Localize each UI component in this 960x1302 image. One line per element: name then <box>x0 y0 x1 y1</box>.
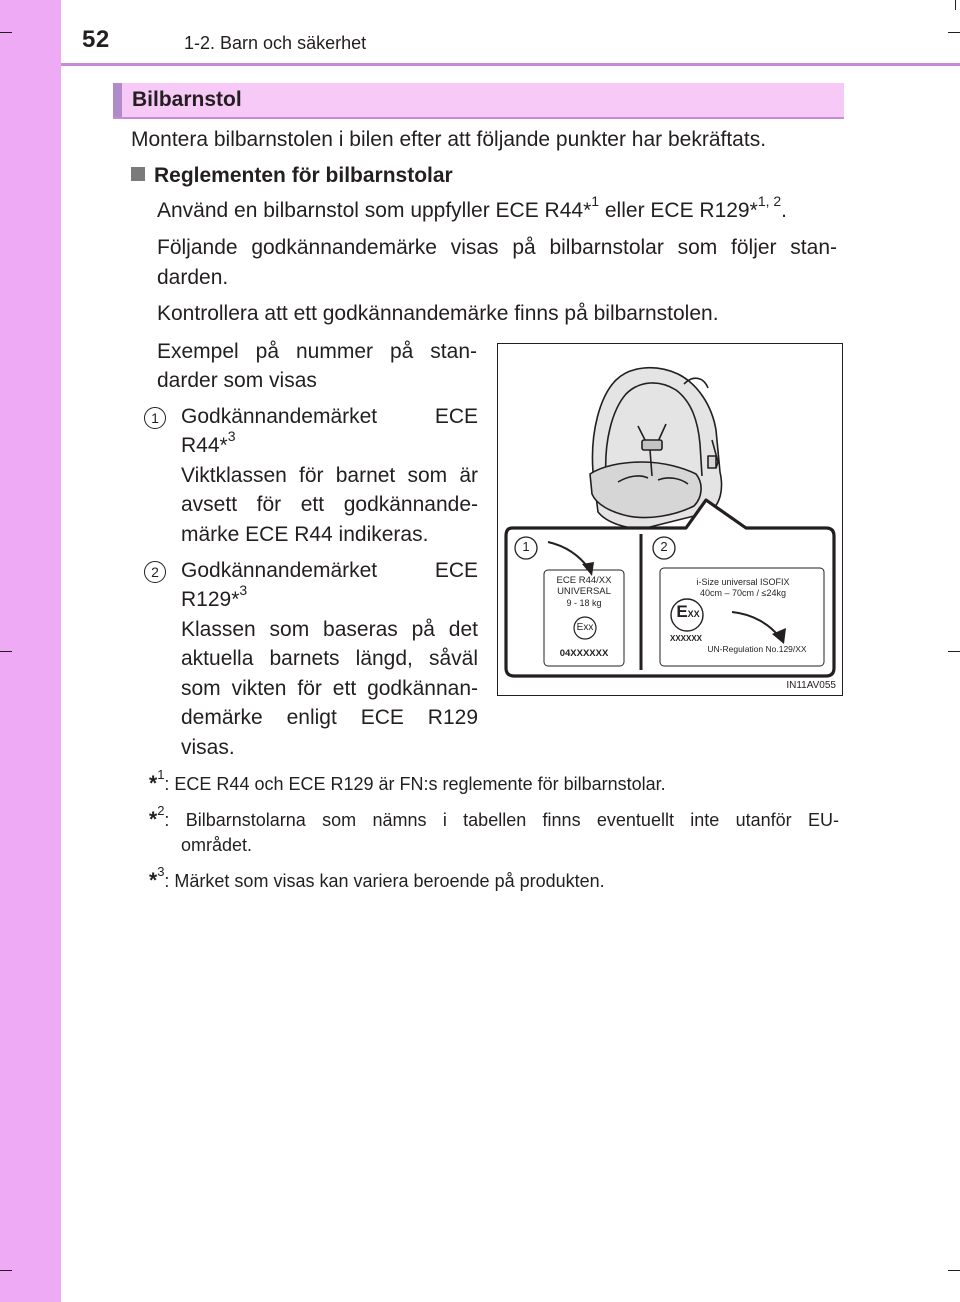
footnote-number: 3 <box>157 864 165 879</box>
subsection-heading <box>131 161 453 191</box>
footnote-ref: 1, 2 <box>757 193 782 209</box>
subsection-title: Reglementen för bilbarnstolar <box>154 164 453 187</box>
r44-label-line1: ECE R44/XX <box>556 575 612 586</box>
asterisk-icon: * <box>149 772 158 795</box>
footnote-3 <box>149 864 605 894</box>
section-path: 1-2. Barn och säkerhet <box>184 33 367 53</box>
footnote-ref: 3 <box>227 428 236 444</box>
crop-mark <box>948 32 960 33</box>
paragraph-check: Kontrollera att ett godkännandemärke finns på bilbarnstolen. <box>157 302 719 325</box>
crop-mark <box>955 0 956 10</box>
list-number-badge: 1 <box>144 407 166 429</box>
emark-country: XX <box>687 609 700 619</box>
list-item-desc: Klassen som baseras på det <box>181 618 478 641</box>
emark-letter: E <box>676 602 688 621</box>
child-seat-figure <box>497 343 843 696</box>
figure-id: IN11AV055 <box>786 680 836 691</box>
asterisk-icon: * <box>231 588 240 611</box>
r129-emark <box>671 602 705 621</box>
paragraph-mark-line1: Följande godkännandemärke visas på bilbarnstolar som följer stan- <box>157 236 837 259</box>
footnote-ref: 3 <box>239 582 248 598</box>
footnote-text: : Märket som visas kan variera beroende på produkten. <box>164 871 605 891</box>
list-item-desc: aktuella barnets längd, såväl <box>181 647 478 670</box>
crop-mark <box>948 1270 960 1271</box>
crop-mark <box>0 32 12 33</box>
standard-name: R129 <box>181 588 232 611</box>
footnote-number: 2 <box>157 803 165 818</box>
crop-mark <box>0 651 12 652</box>
r129-label-line2: 40cm – 70cm / ≤24kg <box>700 588 786 598</box>
list-item-desc: märke ECE R44 indikeras. <box>181 523 429 546</box>
square-bullet-icon <box>131 167 145 181</box>
list-item-desc: som vikten för ett godkännan- <box>181 677 478 700</box>
asterisk-icon: * <box>583 199 592 222</box>
paragraph-standards <box>157 193 788 226</box>
list-item-desc: demärke enligt ECE R129 <box>181 706 478 729</box>
footnote-2 <box>149 803 839 833</box>
list-item-desc: avsett för ett godkännande- <box>181 493 478 516</box>
section-heading <box>113 83 844 119</box>
list-item-title: Godkännandemärket ECE <box>181 559 478 582</box>
r129-label-line1: i-Size universal ISOFIX <box>696 577 790 587</box>
footnote-1 <box>149 767 666 797</box>
intro-text: Montera bilbarnstolen i bilen efter att följande punkter har bekräftats. <box>131 128 767 151</box>
footnote-2-cont: området. <box>181 835 253 855</box>
p1-text-b: eller ECE R129 <box>599 199 750 222</box>
page-number: 52 <box>82 26 110 53</box>
paragraph-mark-line2: darden. <box>157 266 229 289</box>
crop-mark <box>948 651 960 652</box>
r44-label-line3: 9 - 18 kg <box>566 598 602 608</box>
footnote-ref: 1 <box>591 193 600 209</box>
asterisk-icon: * <box>149 808 158 831</box>
p1-text-a: Använd en bilbarnstol som uppfyller ECE R44 <box>157 199 584 222</box>
asterisk-icon: * <box>219 434 228 457</box>
callout-number-2: 2 <box>660 539 668 554</box>
r44-emark: Exx <box>576 622 594 633</box>
crop-mark <box>0 1270 12 1271</box>
list-number-badge: 2 <box>144 561 166 583</box>
example-line2: darder som visas <box>157 369 317 392</box>
r129-approval-code: XXXXXX <box>669 634 702 643</box>
list-item-title: Godkännandemärket ECE <box>181 405 478 428</box>
r129-regulation: UN-Regulation No.129/XX <box>707 644 807 654</box>
section-title: Bilbarnstol <box>132 88 242 111</box>
header-rule <box>61 63 960 66</box>
list-item-desc: visas. <box>181 736 235 759</box>
r44-approval-code: 04XXXXXX <box>559 648 609 659</box>
standard-name: R44 <box>181 434 220 457</box>
asterisk-icon: * <box>149 869 158 892</box>
footnote-number: 1 <box>157 767 165 782</box>
list-item-desc: Viktklassen för barnet som är <box>181 464 478 487</box>
list-item-title-cont <box>181 582 248 615</box>
asterisk-icon: * <box>749 199 758 222</box>
footnote-text: : ECE R44 och ECE R129 är FN:s reglemente för bilbarnstolar. <box>164 774 666 794</box>
r44-label-line2: UNIVERSAL <box>557 586 611 597</box>
footnote-text: : Bilbarnstolarna som nämns i tabellen finns eventuellt inte utanför EU- <box>164 810 839 830</box>
list-item-title-cont <box>181 428 236 461</box>
callout-number-1: 1 <box>522 539 530 554</box>
example-line1: Exempel på nummer på stan- <box>157 340 477 363</box>
section-heading-bar <box>113 83 122 117</box>
p1-end: . <box>781 199 788 222</box>
